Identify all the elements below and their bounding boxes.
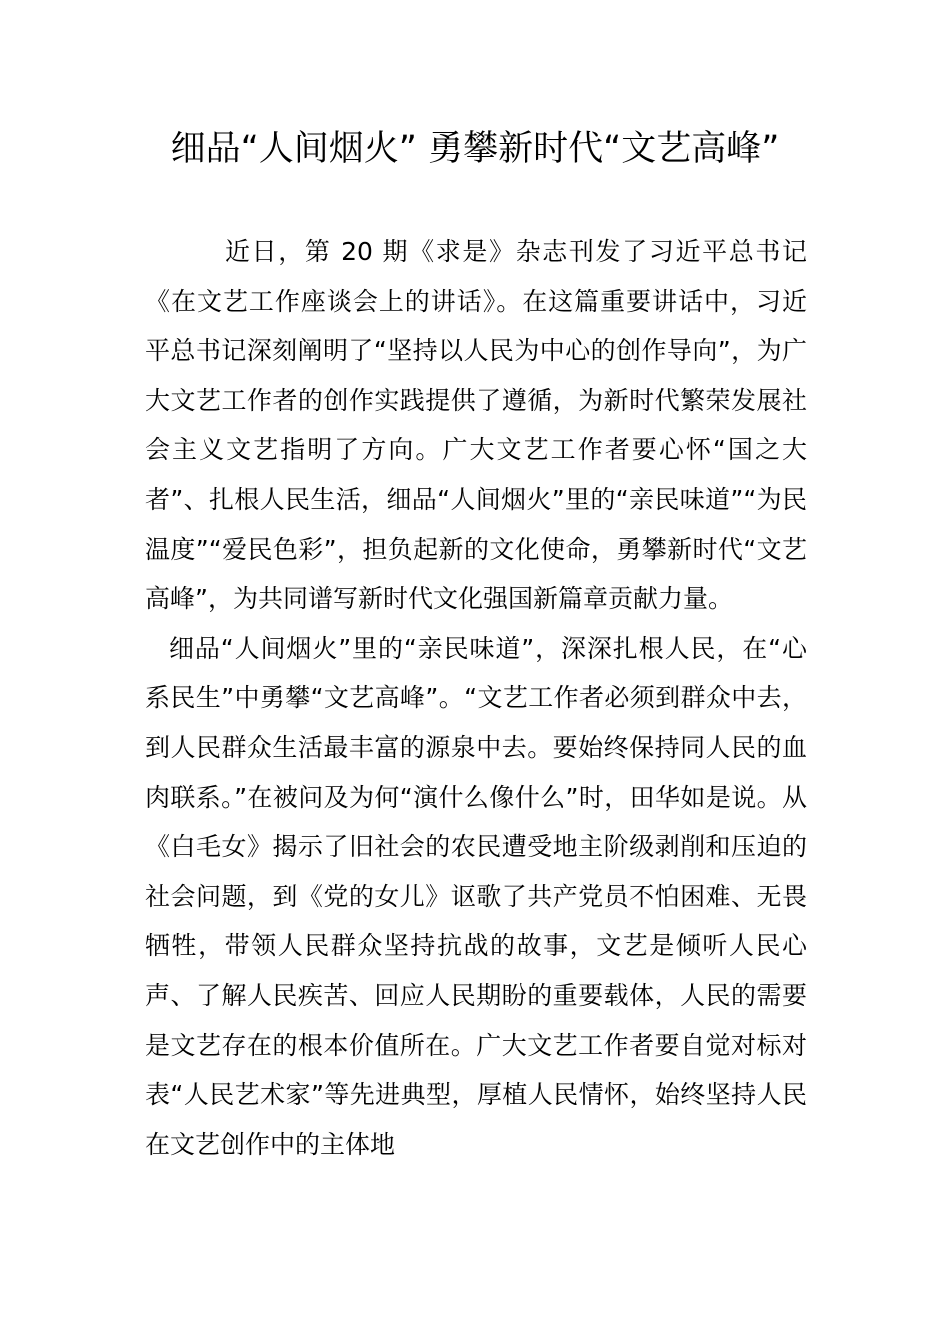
document-body <box>145 227 807 1169</box>
paragraph-1: 近日，第 20 期《求是》杂志刊发了习近平总书记《在文艺工作座谈会上的讲话》。在这篇重要讲话中，习近平总书记深刻阐明了“坚持以人民为中心的创作导向”，为广大文艺工作者的创作实践提供了遵循，为新时代繁荣发展社会主义文艺指明了方向。广大文艺工作者要心怀“国之大者”、扎根人民生活，细品“人间烟火”里的“亲民味道”“为民温度”“爱民色彩”，担负起新的文化使命，勇攀新时代“文艺高峰”，为共同谱写新时代文化强国新篇章贡献力量。 <box>145 237 807 614</box>
paragraph-2: 细品“人间烟火”里的“亲民味道”，深深扎根人民，在“心系民生”中勇攀“文艺高峰”。“文艺工作者必须到群众中去，到人民群众生活最丰富的源泉中去。要始终保持同人民的血肉联系。”在被问及为何“演什么像什么”时，田华如是说。从《白毛女》揭示了旧社会的农民遭受地主阶级剥削和压迫的社会问题，到《党的女儿》讴歌了共产党员不怕困难、无畏牺牲，带领人民群众坚持抗战的故事，文艺是倾听人民心声、了解人民疾苦、回应人民期盼的重要载体，人民的需要是文艺存在的根本价值所在。广大文艺工作者要自觉对标对表“人民艺术家”等先进典型，厚植人民情怀，始终坚持人民在文艺创作中的主体地 <box>145 633 807 1159</box>
document-title: 细品“人间烟火” 勇攀新时代“文艺高峰” <box>170 129 780 169</box>
